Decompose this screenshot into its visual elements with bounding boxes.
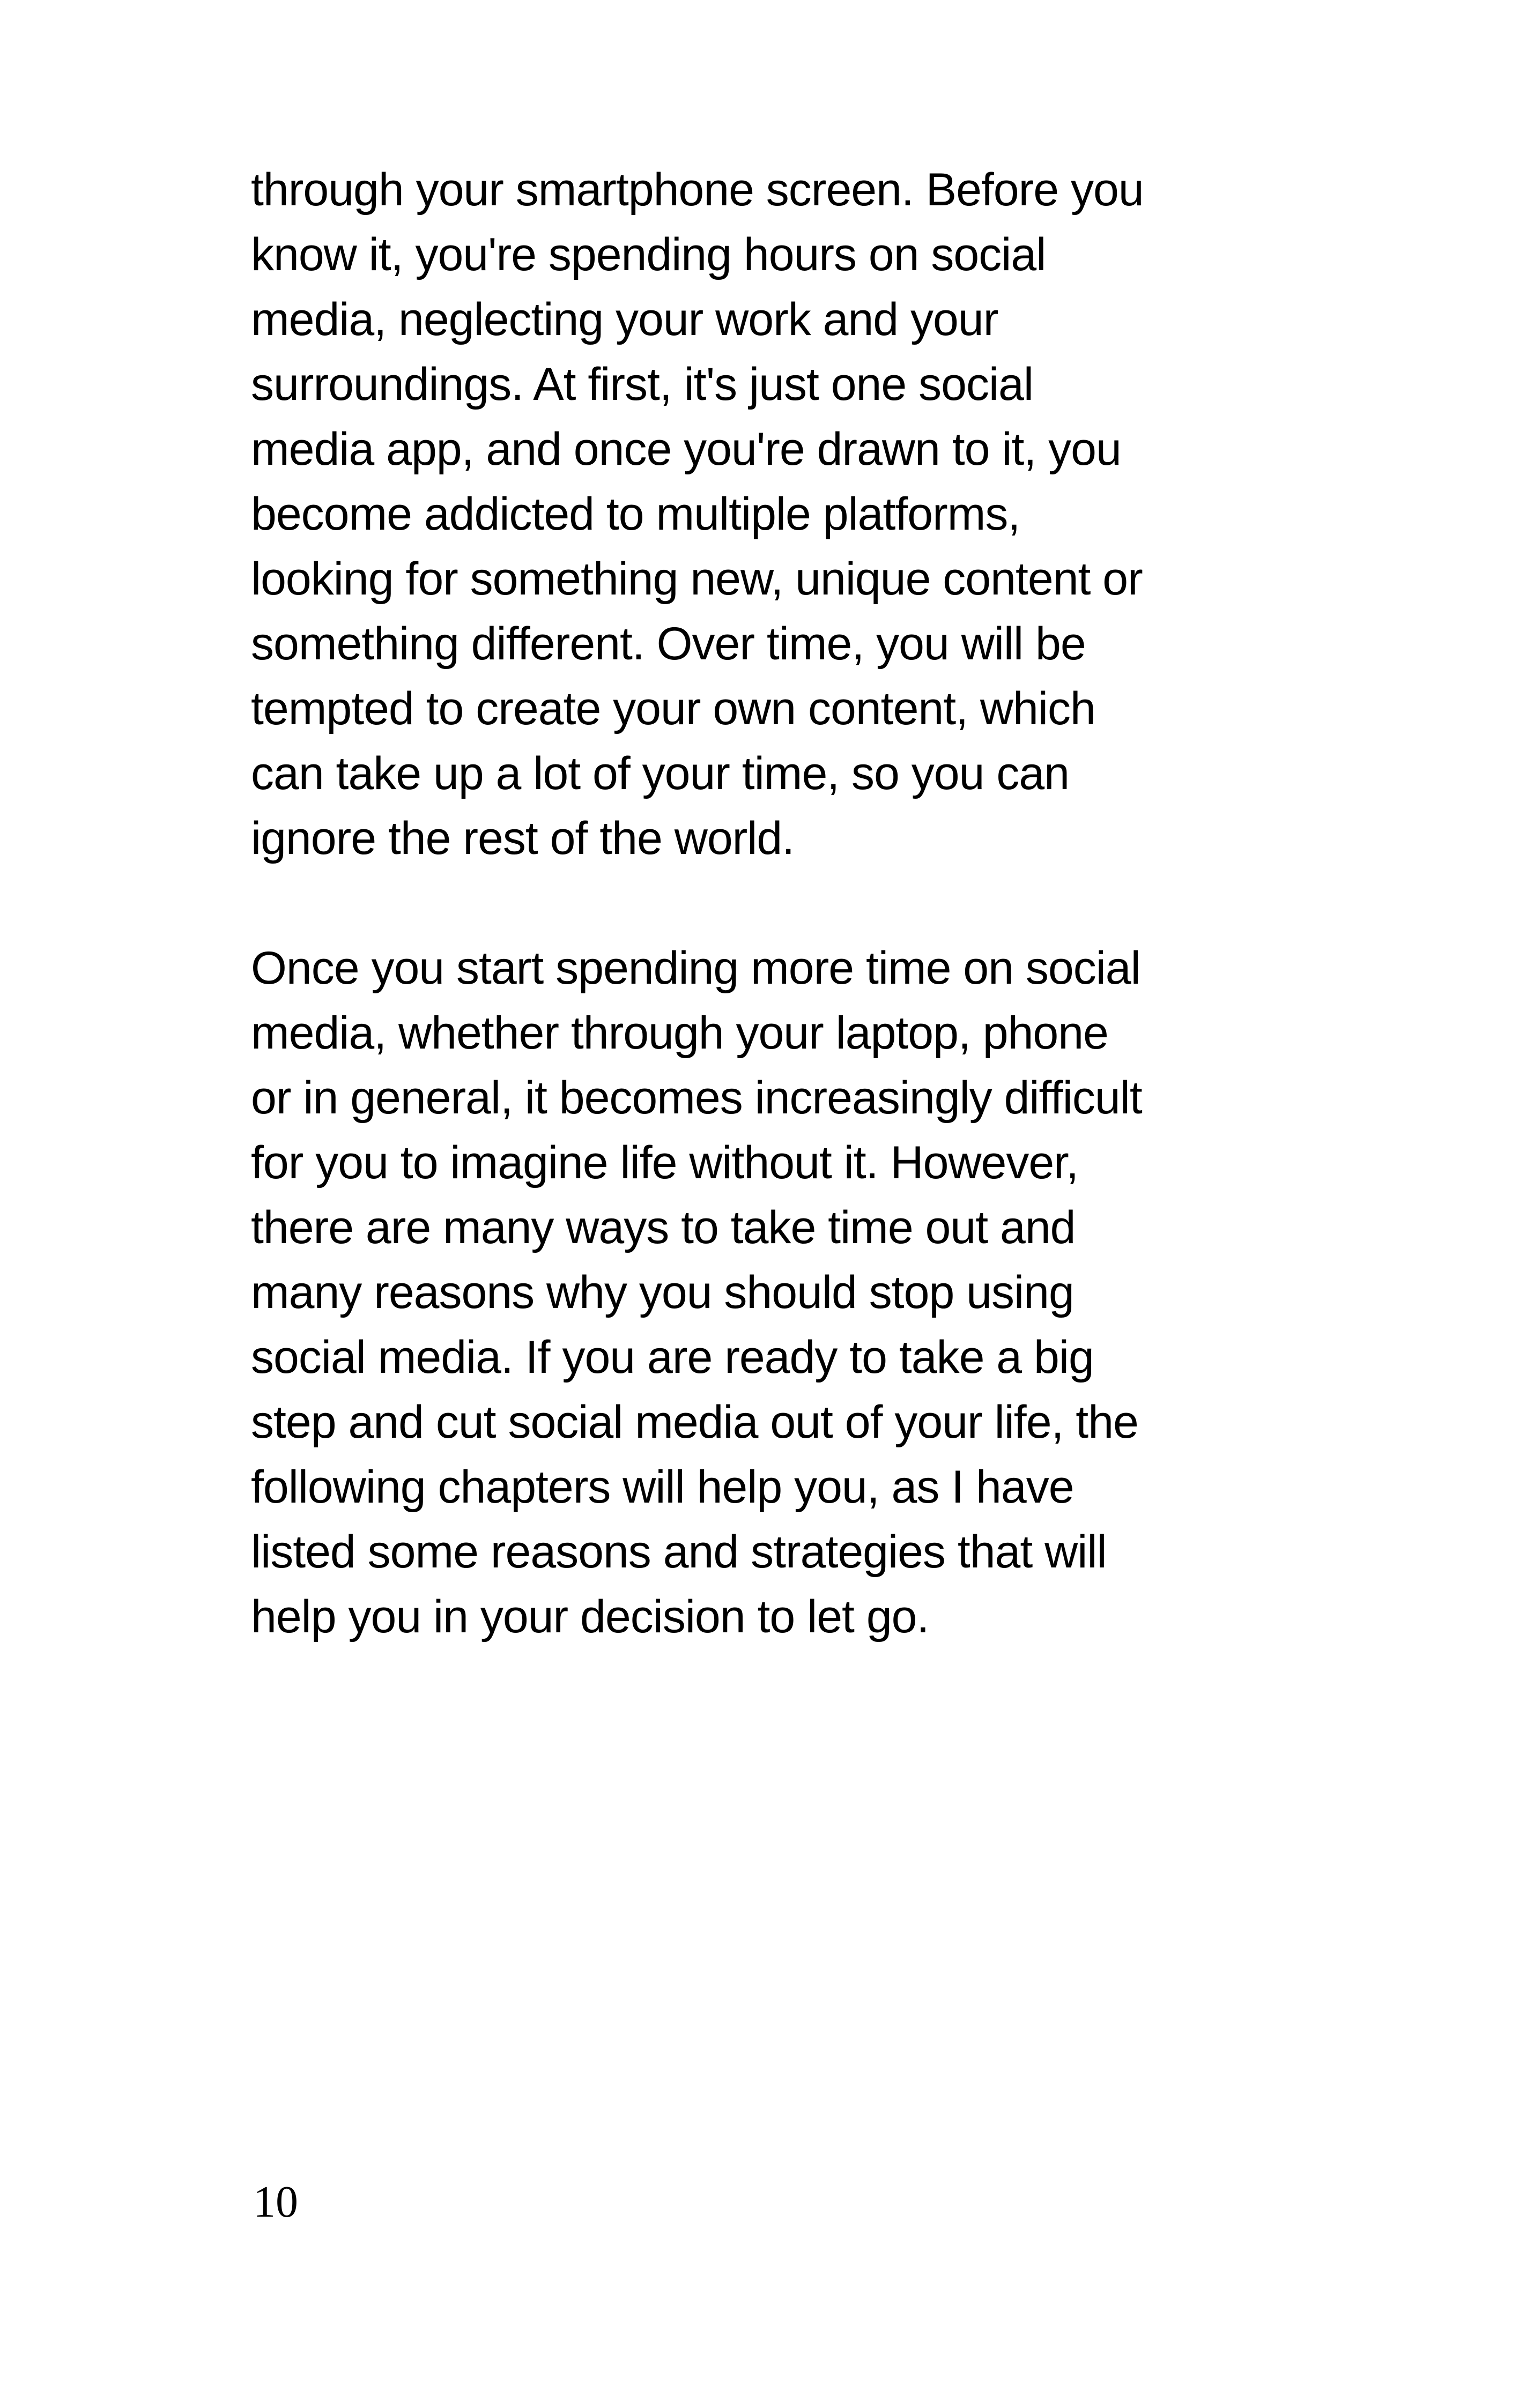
text-line: or in general, it becomes increasingly difficult	[251, 1072, 1142, 1124]
text-line: something different. Over time, you will be	[251, 618, 1086, 670]
text-line: help you in your decision to let go.	[251, 1591, 929, 1643]
paragraph-spacer	[251, 871, 1323, 936]
text-line: Once you start spending more time on social	[251, 942, 1140, 994]
paragraph-2	[251, 936, 1323, 1649]
text-line: social media. If you are ready to take a big	[251, 1332, 1094, 1383]
text-line: tempted to create your own content, which	[251, 683, 1095, 734]
text-line: following chapters will help you, as I have	[251, 1461, 1074, 1513]
text-line: can take up a lot of your time, so you can	[251, 748, 1069, 799]
paragraph-1	[251, 158, 1323, 871]
text-line: media, neglecting your work and your	[251, 294, 998, 345]
text-line: media app, and once you're drawn to it, you	[251, 423, 1121, 475]
text-line: looking for something new, unique content or	[251, 553, 1143, 605]
text-line: media, whether through your laptop, phone	[251, 1007, 1108, 1059]
text-line: know it, you're spending hours on social	[251, 229, 1046, 280]
body-text	[251, 158, 1323, 1649]
text-line: ignore the rest of the world.	[251, 813, 795, 864]
text-line: become addicted to multiple platforms,	[251, 488, 1020, 540]
text-line: for you to imagine life without it. However,	[251, 1137, 1078, 1188]
text-line: through your smartphone screen. Before you	[251, 164, 1144, 215]
text-line: there are many ways to take time out and	[251, 1202, 1076, 1253]
text-line: step and cut social media out of your life, the	[251, 1396, 1138, 1448]
text-line: many reasons why you should stop using	[251, 1267, 1074, 1318]
page-number: 10	[253, 2177, 298, 2227]
text-line: surroundings. At first, it's just one social	[251, 359, 1033, 410]
text-line: listed some reasons and strategies that will	[251, 1526, 1107, 1578]
